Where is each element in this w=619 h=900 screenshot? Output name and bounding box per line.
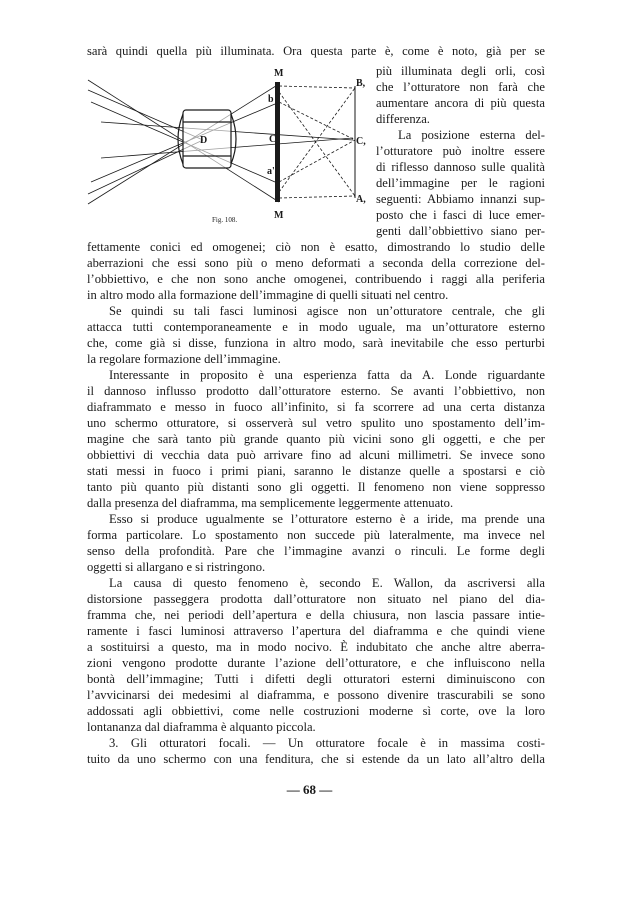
text-line: di riflesso dannoso sulle qualità [376, 160, 545, 174]
text-line: il dannoso influsso prodotto dall’otturatore esterno. Se avanti l’obbiettivo, non [87, 384, 545, 398]
text-line: lontananza dal diaframma è alquanto piccola. [87, 720, 316, 734]
text-line: oggetti si allargano e si ristringono. [87, 560, 266, 574]
text-line: diaframmato e messo in fuoco all’infinito, si fa scorrere ad una certa distanza [87, 400, 545, 414]
text-line: distorsione passeggera prodotta dall’otturatore non situato nel piano del dia- [87, 592, 545, 606]
section-heading-line: 3. Gli otturatori focali. — Un otturatore focale è in massima costi- [109, 736, 545, 750]
text-line: l’otturatore può inoltre essere [376, 144, 545, 158]
text-line: framma che, nei periodi dell’apertura e della chiusura, non lascia passare intie- [87, 608, 545, 622]
text-line: posto che i fasci di luce emer- [376, 208, 545, 222]
label-b: b [268, 94, 274, 105]
label-M-top: M [274, 68, 284, 79]
label-D: D [200, 135, 208, 146]
text-line: senso della profondità. Pare che l’immagine avanzi o rinculi. Le forme degli [87, 544, 545, 558]
label-a: a' [267, 166, 275, 177]
text-line: La causa di questo fenomeno è, secondo E. Wallon, da ascriversi alla [109, 576, 545, 590]
page-number: — 68 — [286, 782, 333, 797]
label-B1: B, [356, 78, 366, 89]
text-line: Se quindi su tali fasci luminosi agisce non un’otturatore centrale, che gli [109, 304, 545, 318]
text-line: che, come già si disse, funziona in altro modo, sarà inevitabile che esso perturbi [87, 336, 545, 350]
text-line: differenza. [376, 112, 430, 126]
text-line: magine che sarà tanto più grande quanto più vicini sono gli oggetti, e che per [87, 432, 545, 446]
figure-caption: Fig. 108. [212, 216, 238, 224]
text-line: a sostituirsi a questo, ma in modo nocivo. È indubitato che anche altre aberra- [87, 640, 545, 654]
text-line: uno schermo otturatore, si osserverà sul vetro spulito uno spostamento dell’im- [87, 416, 545, 430]
text-line: dell’immagine per le ragioni [376, 176, 545, 190]
label-C: C [269, 134, 277, 145]
text-line: fettamente conici ed omogenei; ciò non è esatto, dimostrando lo studio delle [87, 240, 545, 254]
text-line: tanto più quanto più distanti sono gli oggetti. Il fenomeno non viene soppresso [87, 480, 545, 494]
text-line: addossati agli obbiettivi, come nelle costruzioni moderne sì corte, ove la loro [87, 704, 545, 718]
text-line: bontà dell’immagine; Tutti i difetti degli otturatori esterni diminuiscono con [87, 672, 545, 686]
text-line: l’avvicinarsi dei medesimi al diaframma, e possono divenire trascurabili se sono [87, 688, 545, 702]
text-line: seguenti: Abbiamo innanzi sup- [376, 192, 545, 206]
text-line: sarà quindi quella più illuminata. Ora questa parte è, come è noto, già per se [87, 44, 545, 58]
text-line: ramente i fasci luminosi attraverso l’apertura del diaframma e che quindi viene [87, 624, 545, 638]
text-line: in altro modo alla formazione dell’immagine di quelli situati nel centro. [87, 288, 449, 302]
text-line: che l’otturatore non farà che [376, 80, 545, 94]
shutter-diagram [83, 62, 368, 222]
text-line: aumentare ancora di più questa [376, 96, 545, 110]
text-line: genti dall’obbiettivo siano per- [376, 224, 545, 238]
text-line: più illuminata degli orli, così [376, 64, 545, 78]
text-line: La posizione esterna del- [398, 128, 545, 142]
text-line: attacca tutti contemporaneamente e in modo uguale, ma un’otturatore esterno [87, 320, 545, 334]
text-line: l’obbiettivo, e che non sono anche omogenei, contribuendo i raggi alla periferia [87, 272, 545, 286]
label-C1: C, [356, 136, 366, 147]
text-line: la regolare formazione dell’immagine. [87, 352, 281, 366]
text-line: stati messi in fuoco i primi piani, saranno le distanze quelle a spostarsi e ciò [87, 464, 545, 478]
text-line: tuito da uno schermo con una fenditura, che si estende da un lato all’altro della [87, 752, 545, 766]
label-A1: A, [356, 194, 366, 205]
text-line: Interessante in proposito è una esperienza fatta da A. Londe riguardante [109, 368, 545, 382]
text-line: zioni vengono prodotte durante l’azione dell’otturatore, e che influiscono nella [87, 656, 545, 670]
text-line: forma particolare. Lo spostamento non succede più lateralmente, ma invece nel [87, 528, 545, 542]
text-line: Esso si produce ugualmente se l’otturatore esterno è a iride, ma prende una [109, 512, 545, 526]
text-line: obbiettivi di vecchia data può arrivare fino ad alcuni millimetri. Se invece sono [87, 448, 545, 462]
label-M-bottom: M [274, 210, 284, 221]
text-line: aberrazioni che essi sono più o meno deformati a seconda della correzione del- [87, 256, 545, 270]
text-line: dalla presenza del diaframma, ma semplicemente leggermente attenuato. [87, 496, 454, 510]
